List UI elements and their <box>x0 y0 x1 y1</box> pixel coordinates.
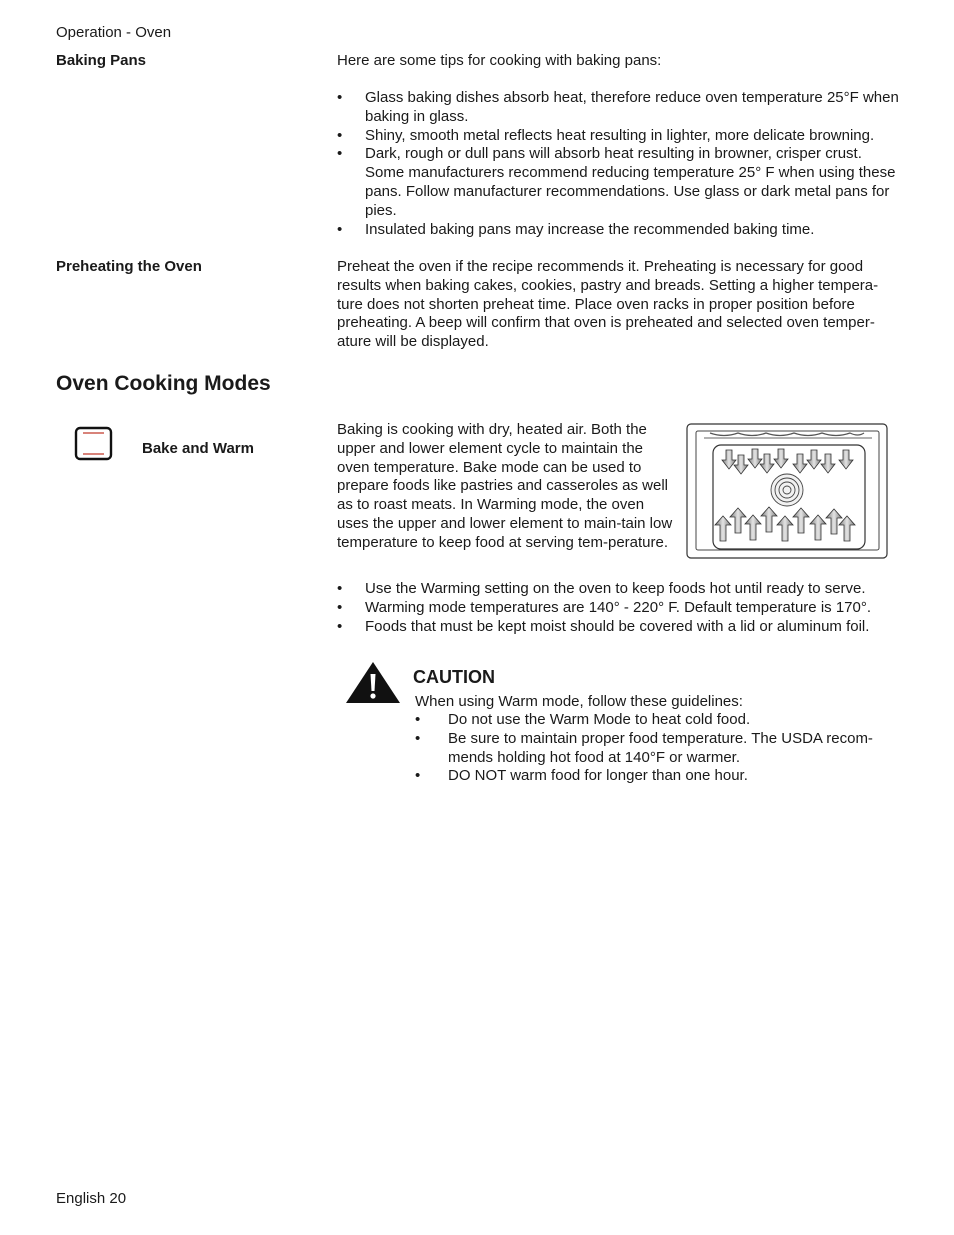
page-number: English 20 <box>56 1190 127 1207</box>
bake-warm-description: Baking is cooking with dry, heated air. Both the upper and lower element cycle to maintain the oven temperature. Bake mode can be used to prepare foods like pastries and casseroles as well as to roast meats. In Warming mode, the oven uses the upper and lower element to main-tain low temperature to keep food at serving tem-perature. <box>337 421 673 551</box>
baking-pans-intro: Here are some tips for cooking with baking pans: <box>337 52 662 69</box>
preheating-text: Preheat the oven if the recipe recommends it. Preheating is necessary for good results when baking cakes, cookies, pastry and breads. Setting a higher tempera-ture does not shorten preheat time. Place oven racks in proper position before preheating. A beep will confirm that oven is preheated and selected oven temper-ature will be displayed. <box>337 258 879 351</box>
running-header: Operation - Oven <box>56 24 172 41</box>
list-item: • Be sure to maintain proper food temperature. The USDA recom-mends holding hot food at 140°F or warmer. <box>415 730 895 768</box>
list-item: • Insulated baking pans may increase the recommended baking time. <box>337 221 899 240</box>
baking-pans-heading: Baking Pans <box>56 52 147 69</box>
caution-list <box>415 711 895 786</box>
bake-warm-bullets <box>337 580 899 636</box>
oven-heat-diagram <box>686 423 889 560</box>
list-item: • Shiny, smooth metal reflects heat resulting in lighter, more delicate browning. <box>337 127 899 146</box>
list-item: • Dark, rough or dull pans will absorb heat resulting in browner, crisper crust. Some manufacturers recommend reducing temperature 25° F when using these pans. Follow manufacturer recommendations. Use glass or dark metal pans for pies. <box>337 145 899 220</box>
list-item: • Use the Warming setting on the oven to keep foods hot until ready to serve. <box>337 580 899 599</box>
preheating-heading: Preheating the Oven <box>56 258 202 275</box>
list-item: • Warming mode temperatures are 140° - 220° F. Default temperature is 170°. <box>337 599 899 618</box>
warning-triangle-icon <box>344 660 402 705</box>
list-item: • Glass baking dishes absorb heat, therefore reduce oven temperature 25°F when baking in glass. <box>337 89 899 127</box>
caution-intro: When using Warm mode, follow these guidelines: <box>415 693 743 710</box>
section-title: Oven Cooking Modes <box>56 372 271 395</box>
caution-title: CAUTION <box>413 667 495 687</box>
baking-pans-tips <box>337 89 899 239</box>
list-item: • Foods that must be kept moist should be covered with a lid or aluminum foil. <box>337 618 899 637</box>
list-item: • DO NOT warm food for longer than one hour. <box>415 767 895 786</box>
bake-mode-icon <box>74 426 114 462</box>
list-item: • Do not use the Warm Mode to heat cold food. <box>415 711 895 730</box>
bake-warm-label: Bake and Warm <box>142 440 254 457</box>
